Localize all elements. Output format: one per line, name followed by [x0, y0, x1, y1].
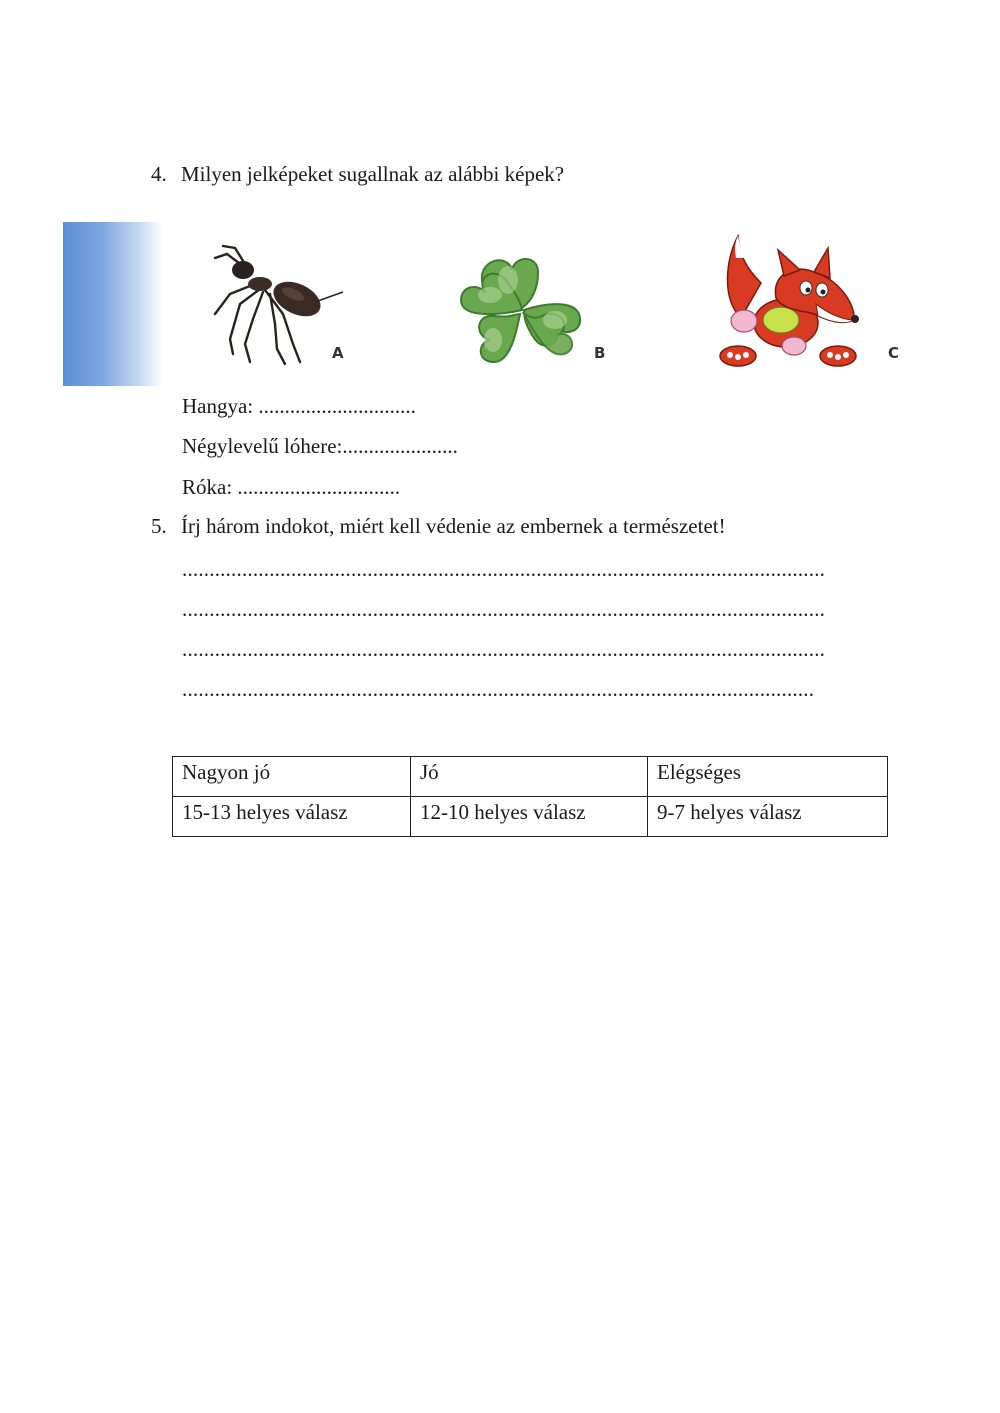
answer-clover[interactable]: Négylevelű lóhere:...................... [182, 434, 458, 458]
answer-line-2[interactable]: ...................................................................................................................... [182, 597, 826, 621]
picture-c [716, 228, 866, 370]
picture-b [460, 250, 585, 370]
answer-line-4[interactable]: .................................................................................................................... [182, 677, 815, 701]
grade-header-sufficient: Elégséges [648, 757, 888, 797]
answer-line-3[interactable]: ...................................................................................................................... [182, 637, 826, 661]
grading-table [172, 756, 888, 837]
picture-a-label: A [332, 344, 344, 362]
table-row [173, 757, 888, 797]
answer-ant[interactable]: Hangya: .............................. [182, 394, 416, 418]
table-row [173, 797, 888, 837]
picture-c-label: C [888, 344, 900, 362]
question-text: Írj három indokot, miért kell védenie az embernek a természetet! [181, 514, 726, 538]
decorative-blue-bar [63, 222, 163, 386]
cartoon-fox-icon [716, 228, 866, 370]
grade-header-good: Jó [411, 757, 648, 797]
question-number: 5. [151, 514, 167, 538]
question-text: Milyen jelképeket sugallnak az alábbi képek? [181, 162, 565, 186]
four-leaf-clover-icon [460, 250, 585, 370]
answer-line-1[interactable]: ...................................................................................................................... [182, 557, 826, 581]
grade-value-good: 12-10 helyes válasz [411, 797, 648, 837]
ant-icon [205, 244, 345, 369]
picture-b-label: B [594, 344, 606, 362]
grade-value-sufficient: 9-7 helyes válasz [648, 797, 888, 837]
question-number: 4. [151, 162, 167, 186]
grade-header-very-good: Nagyon jó [173, 757, 411, 797]
answer-fox[interactable]: Róka: ............................... [182, 475, 401, 499]
grade-value-very-good: 15-13 helyes válasz [173, 797, 411, 837]
